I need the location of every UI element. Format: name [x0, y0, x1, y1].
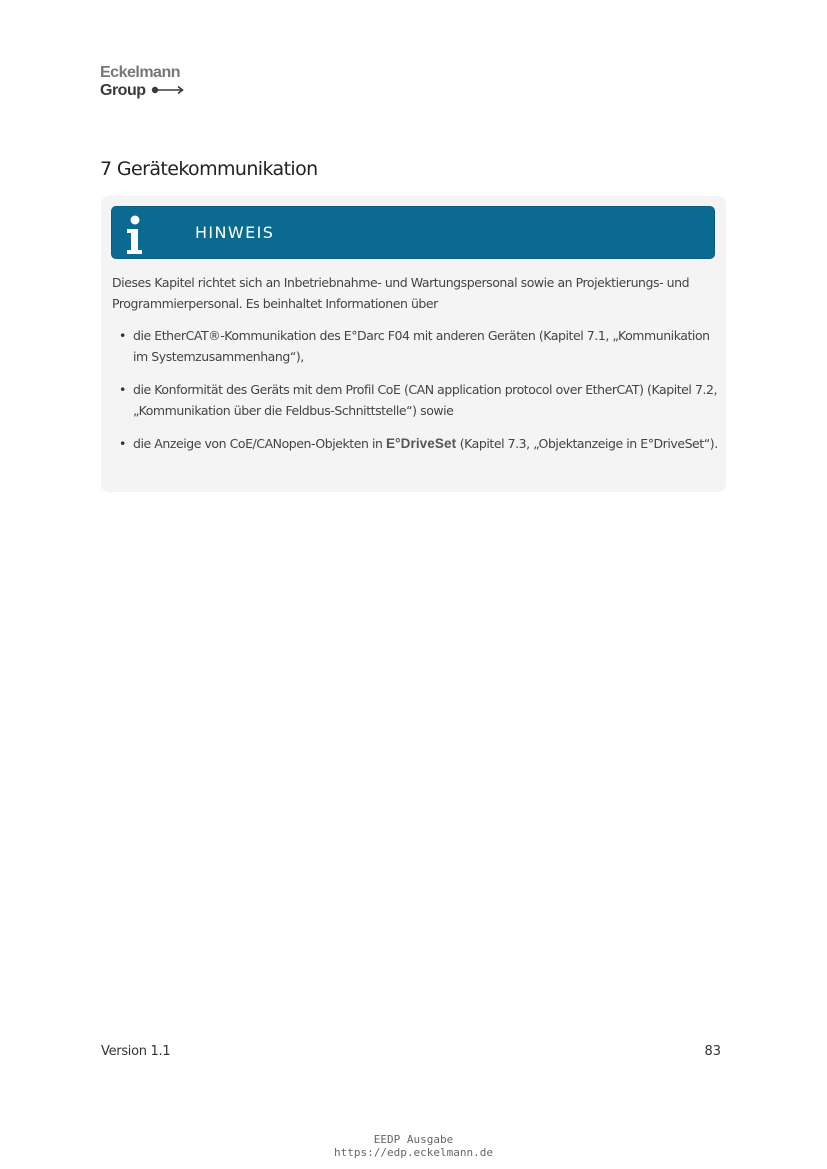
- stamp-line-edition: EEDP Ausgabe: [373, 1133, 454, 1146]
- bullet-icon: •: [119, 328, 126, 343]
- list-item: [112, 325, 718, 367]
- logo-arrow-icon: [151, 82, 185, 100]
- edition-stamp: [0, 1133, 827, 1159]
- notice-box: [101, 196, 726, 492]
- company-logo: [100, 64, 200, 100]
- list-item: [112, 433, 718, 454]
- list-item-text: die Konformität des Geräts mit dem Profil CoE (CAN application protocol over EtherCAT) (Kapitel 7.2, „Kommunikation über die Feldbus-Schnittstelle“) sowie: [133, 382, 718, 418]
- product-name: E°DriveSet: [386, 436, 457, 451]
- bullet-icon: •: [119, 436, 126, 451]
- notice-intro: Dieses Kapitel richtet sich an Inbetriebnahme- und Wartungspersonal sowie an Projektierungs- und Programmierpersonal. Es beinhaltet Informationen über: [112, 275, 690, 311]
- list-item-text: die EtherCAT®-Kommunikation des E°Darc F04 mit anderen Geräten (Kapitel 7.1, „Kommunikation im Systemzusammenhang“),: [133, 328, 710, 364]
- notice-header: [111, 206, 715, 259]
- notice-label: HINWEIS: [195, 223, 275, 242]
- chapter-title: 7 Gerätekommunikation: [100, 158, 318, 180]
- logo-line-group: [100, 82, 200, 100]
- footer-version: Version 1.1: [101, 1044, 171, 1059]
- bullet-icon: •: [119, 382, 126, 397]
- notice-list: [112, 325, 718, 454]
- page-number: 83: [704, 1044, 721, 1059]
- stamp-line-url: https://edp.eckelmann.de: [334, 1146, 493, 1159]
- list-item: [112, 379, 718, 421]
- info-icon: [124, 214, 146, 256]
- logo-wordmark-group: Group: [100, 82, 146, 99]
- list-item-text-before: die Anzeige von CoE/CANopen-Objekten in: [133, 436, 387, 451]
- list-item-text-after: (Kapitel 7.3, „Objektanzeige in E°DriveSet“).: [456, 436, 718, 451]
- notice-body: [112, 272, 718, 466]
- logo-wordmark-eckelmann: Eckelmann: [100, 64, 180, 81]
